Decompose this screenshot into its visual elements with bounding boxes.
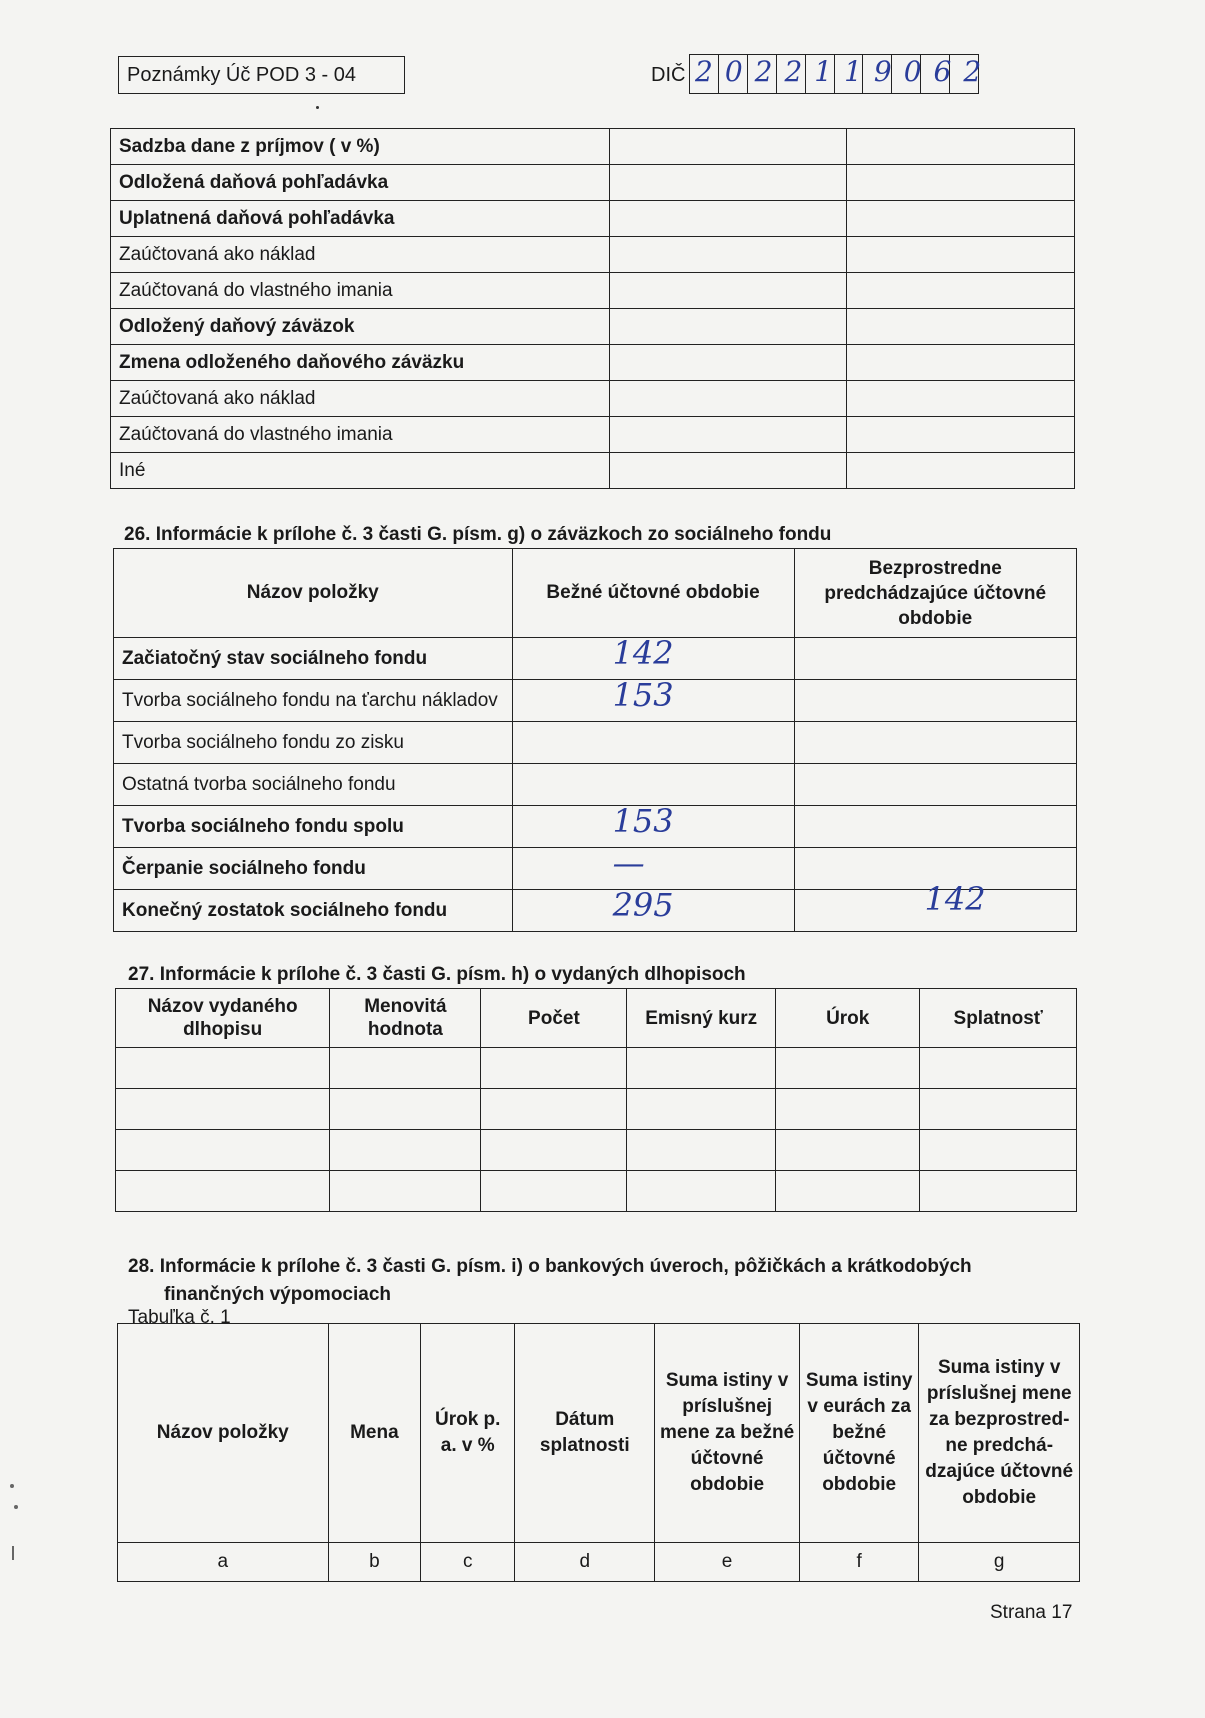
col-header-current: Bežné účtovné obdobie (512, 549, 794, 638)
social-fund-row-label: Konečný zostatok sociálneho fondu (114, 890, 513, 932)
tax-row-current[interactable] (609, 273, 846, 309)
social-fund-previous-cell[interactable] (794, 764, 1077, 806)
tax-row-current[interactable] (609, 345, 846, 381)
tax-row-previous[interactable] (847, 273, 1075, 309)
social-fund-current-cell[interactable] (512, 676, 794, 722)
loans-col-letter: b (328, 1543, 421, 1582)
social-fund-previous-cell[interactable] (794, 680, 1077, 722)
page-number: Strana 17 (990, 1602, 1073, 1623)
social-fund-previous-cell[interactable] (794, 722, 1077, 764)
handwritten-current-value: — (612, 844, 645, 882)
tax-row-label: Zaúčtovaná ako náklad (111, 237, 610, 273)
section-28-title-line2: finančných výpomociach (164, 1284, 392, 1305)
tax-row (111, 201, 1075, 237)
tax-row-current[interactable] (609, 381, 846, 417)
tax-row-label: Odložený daňový záväzok (111, 309, 610, 345)
tax-row-label: Iné (111, 453, 610, 489)
loans-col-header: Úrok p. a. v % (421, 1324, 515, 1543)
social-fund-row (114, 638, 1077, 680)
tax-row-previous[interactable] (847, 417, 1075, 453)
social-fund-current-cell[interactable] (512, 886, 794, 932)
bonds-col-header: Menovitá hodnota (330, 989, 481, 1048)
tax-row-label: Zaúčtovaná ako náklad (111, 381, 610, 417)
social-fund-row-label: Ostatná tvorba sociálneho fondu (114, 764, 513, 806)
tax-row (111, 129, 1075, 165)
tax-row-previous[interactable] (847, 309, 1075, 345)
tax-row-label: Zaúčtovaná do vlastného imania (111, 417, 610, 453)
handwritten-current-value: 153 (612, 676, 674, 714)
bonds-col-header: Splatnosť (920, 989, 1077, 1048)
tax-row (111, 453, 1075, 489)
tax-row-previous[interactable] (847, 201, 1075, 237)
loans-col-letter: a (118, 1543, 329, 1582)
tax-row-previous[interactable] (847, 165, 1075, 201)
tax-row-current[interactable] (609, 201, 846, 237)
tax-row-previous[interactable] (847, 237, 1075, 273)
bonds-col-header: Počet (481, 989, 627, 1048)
social-fund-row-label: Tvorba sociálneho fondu zo zisku (114, 722, 513, 764)
section-28-title-line1: 28. Informácie k prílohe č. 3 časti G. písm. i) o bankových úveroch, pôžičkách a krátkodobých (128, 1256, 972, 1277)
tax-row (111, 417, 1075, 453)
loans-col-header: Suma istiny v príslušnej mene za bežné účtovné obdobie (655, 1324, 800, 1543)
loans-col-letter: e (655, 1543, 800, 1582)
tax-row-label: Uplatnená daňová pohľadávka (111, 201, 610, 237)
tax-row-current[interactable] (609, 417, 846, 453)
loans-table (117, 1323, 1080, 1582)
social-fund-current-cell[interactable] (512, 764, 794, 806)
social-fund-row (114, 806, 1077, 848)
social-fund-current-cell[interactable] (512, 802, 794, 848)
dic-label: DIČ (651, 64, 686, 86)
tax-row (111, 273, 1075, 309)
tax-row-previous[interactable] (847, 129, 1075, 165)
social-fund-current-cell[interactable] (512, 844, 794, 890)
social-fund-row (114, 764, 1077, 806)
tax-row-label: Odložená daňová pohľadávka (111, 165, 610, 201)
tax-row-label: Zaúčtovaná do vlastného imania (111, 273, 610, 309)
social-fund-row (114, 890, 1077, 932)
tax-row (111, 381, 1075, 417)
tax-row-current[interactable] (609, 309, 846, 345)
handwritten-current-value: 142 (612, 634, 674, 672)
social-fund-row-label: Začiatočný stav sociálneho fondu (114, 638, 513, 680)
tax-row-current[interactable] (609, 129, 846, 165)
tax-row-previous[interactable] (847, 345, 1075, 381)
tax-row-label: Zmena odloženého daňového záväzku (111, 345, 610, 381)
section-26-title: 26. Informácie k prílohe č. 3 časti G. písm. g) o záväzkoch zo sociálneho fondu (124, 524, 832, 545)
tax-row-current[interactable] (609, 165, 846, 201)
social-fund-row-label: Tvorba sociálneho fondu na ťarchu nákladov (114, 680, 513, 722)
social-fund-row-label: Čerpanie sociálneho fondu (114, 848, 513, 890)
social-fund-table (113, 548, 1077, 932)
loans-col-header: Suma istiny v eurách za bežné účtovné obdobie (799, 1324, 919, 1543)
tax-row-label: Sadzba dane z príjmov ( v %) (111, 129, 610, 165)
tax-row (111, 237, 1075, 273)
bonds-table (115, 988, 1077, 1212)
deferred-tax-table (110, 128, 1075, 489)
tax-row-previous[interactable] (847, 381, 1075, 417)
bonds-col-header: Názov vydaného dlhopisu (116, 989, 330, 1048)
tax-row (111, 345, 1075, 381)
bonds-col-header: Úrok (776, 989, 920, 1048)
handwritten-previous-value: 142 (924, 880, 986, 918)
handwritten-current-value: 295 (612, 886, 674, 924)
social-fund-row (114, 722, 1077, 764)
tax-row-previous[interactable] (847, 453, 1075, 489)
social-fund-row-label: Tvorba sociálneho fondu spolu (114, 806, 513, 848)
social-fund-current-cell[interactable] (512, 634, 794, 680)
tax-row-current[interactable] (609, 453, 846, 489)
social-fund-row (114, 680, 1077, 722)
loans-col-letter: d (515, 1543, 655, 1582)
form-label-box: Poznámky Úč POD 3 - 04 (118, 56, 405, 94)
table-label: Tabuľka č. 1 (128, 1307, 231, 1328)
section-27-title: 27. Informácie k prílohe č. 3 časti G. písm. h) o vydaných dlhopisoch (128, 964, 746, 985)
loans-col-header: Dátum splatnosti (515, 1324, 655, 1543)
loans-col-letter: g (919, 1543, 1080, 1582)
loans-col-header: Mena (328, 1324, 421, 1543)
loans-col-header: Suma istiny v príslušnej mene za bezprostred-ne predchá-dzajúce účtovné obdobie (919, 1324, 1080, 1543)
col-header-previous: Bezprostredne predchádzajúce účtovné obdobie (794, 549, 1077, 638)
loans-col-letter: f (799, 1543, 919, 1582)
loans-col-header: Názov položky (118, 1324, 329, 1543)
bonds-col-header: Emisný kurz (627, 989, 776, 1048)
social-fund-previous-cell[interactable] (794, 806, 1077, 848)
social-fund-previous-cell[interactable] (794, 880, 1077, 932)
tax-row (111, 165, 1075, 201)
social-fund-current-cell[interactable] (512, 722, 794, 764)
col-header-name: Názov položky (114, 549, 513, 638)
tax-row-current[interactable] (609, 237, 846, 273)
social-fund-previous-cell[interactable] (794, 638, 1077, 680)
tax-row (111, 309, 1075, 345)
handwritten-current-value: 153 (612, 802, 674, 840)
loans-col-letter: c (421, 1543, 515, 1582)
dic-handwritten-value: 2022119062 (695, 55, 994, 88)
